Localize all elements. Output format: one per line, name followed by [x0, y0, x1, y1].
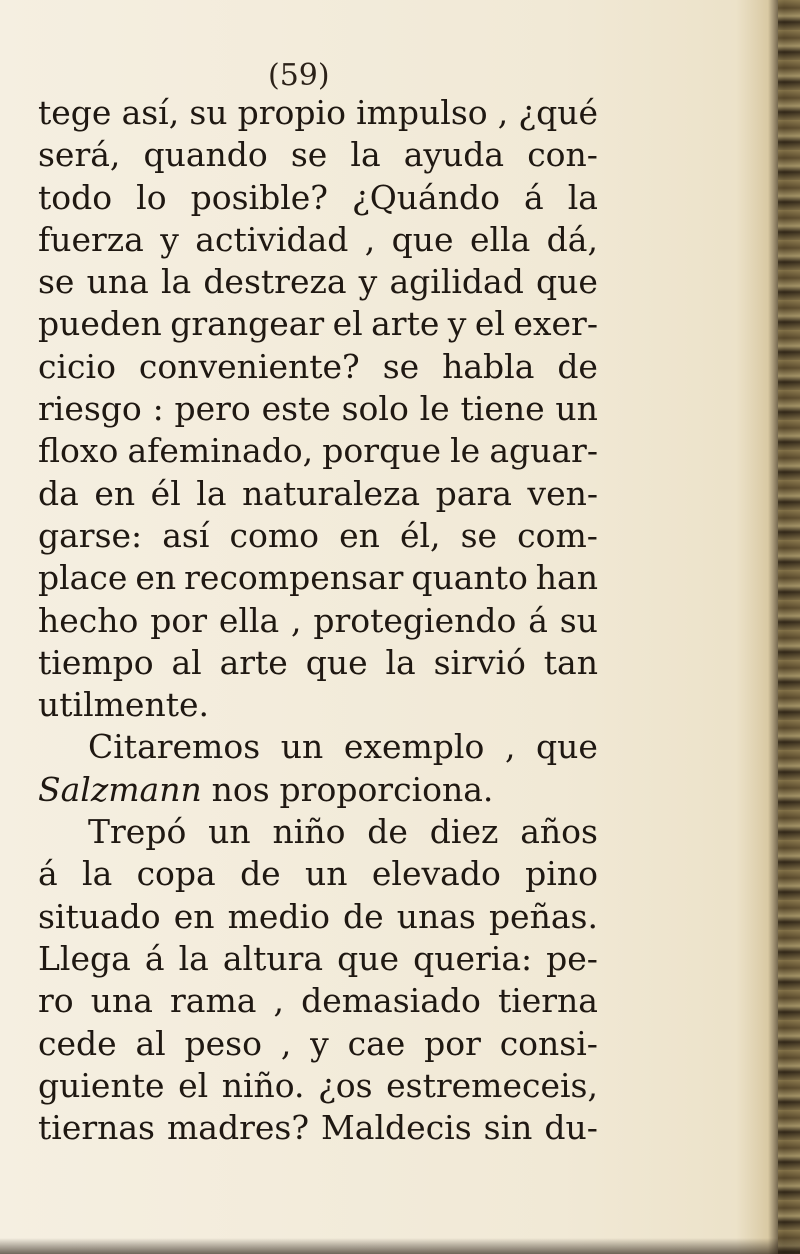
text-line: fuerza y actividad , que ella dá,: [38, 219, 598, 259]
text-line: será, quando se la ayuda con-: [38, 135, 598, 175]
text-line: cicio conveniente? se habla de: [38, 346, 598, 386]
text-line: hecho por ella , protegiendo á su: [38, 600, 598, 640]
text-line: tege así, su propio impulso , ¿qué: [38, 93, 598, 132]
text-line: todo lo posible? ¿Quándo á la: [38, 177, 598, 217]
text-line: ro una rama , demasiado tierna: [38, 981, 598, 1021]
page-number: (59): [268, 58, 330, 93]
text-line: pueden grangear el arte y el exer-: [38, 304, 598, 344]
text-line: cede al peso , y cae por consi-: [38, 1023, 598, 1063]
text-line: tiempo al arte que la sirvió tan: [38, 642, 598, 682]
text-line: floxo afeminado, porque le aguar-: [38, 431, 598, 471]
text-line: Salzmann nos proporciona.: [38, 769, 494, 809]
book-spine-edge: [778, 0, 800, 1254]
text-line: utilmente.: [38, 685, 209, 725]
page-bottom-shadow: [0, 1238, 800, 1254]
text-line: Trepó un niño de diez años: [88, 812, 598, 852]
text-line: tiernas madres? Maldecis sin du-: [38, 1108, 598, 1148]
text-line: situado en medio de unas peñas.: [38, 896, 598, 936]
text-line: Citaremos un exemplo , que: [88, 727, 598, 767]
text-line: á la copa de un elevado pino: [38, 854, 598, 894]
text-line: garse: así como en él, se com-: [38, 515, 598, 555]
text-line: riesgo : pero este solo le tiene un: [38, 389, 598, 429]
text-line: place en recompensar quanto han: [38, 558, 598, 598]
text-line: Llega á la altura que queria: pe-: [38, 938, 598, 978]
body-text: [38, 92, 598, 1149]
text-line: guiente el niño. ¿os estremeceis,: [38, 1065, 598, 1105]
text-line: se una la destreza y agilidad que: [38, 262, 598, 302]
text-line: da en él la naturaleza para ven-: [38, 473, 598, 513]
